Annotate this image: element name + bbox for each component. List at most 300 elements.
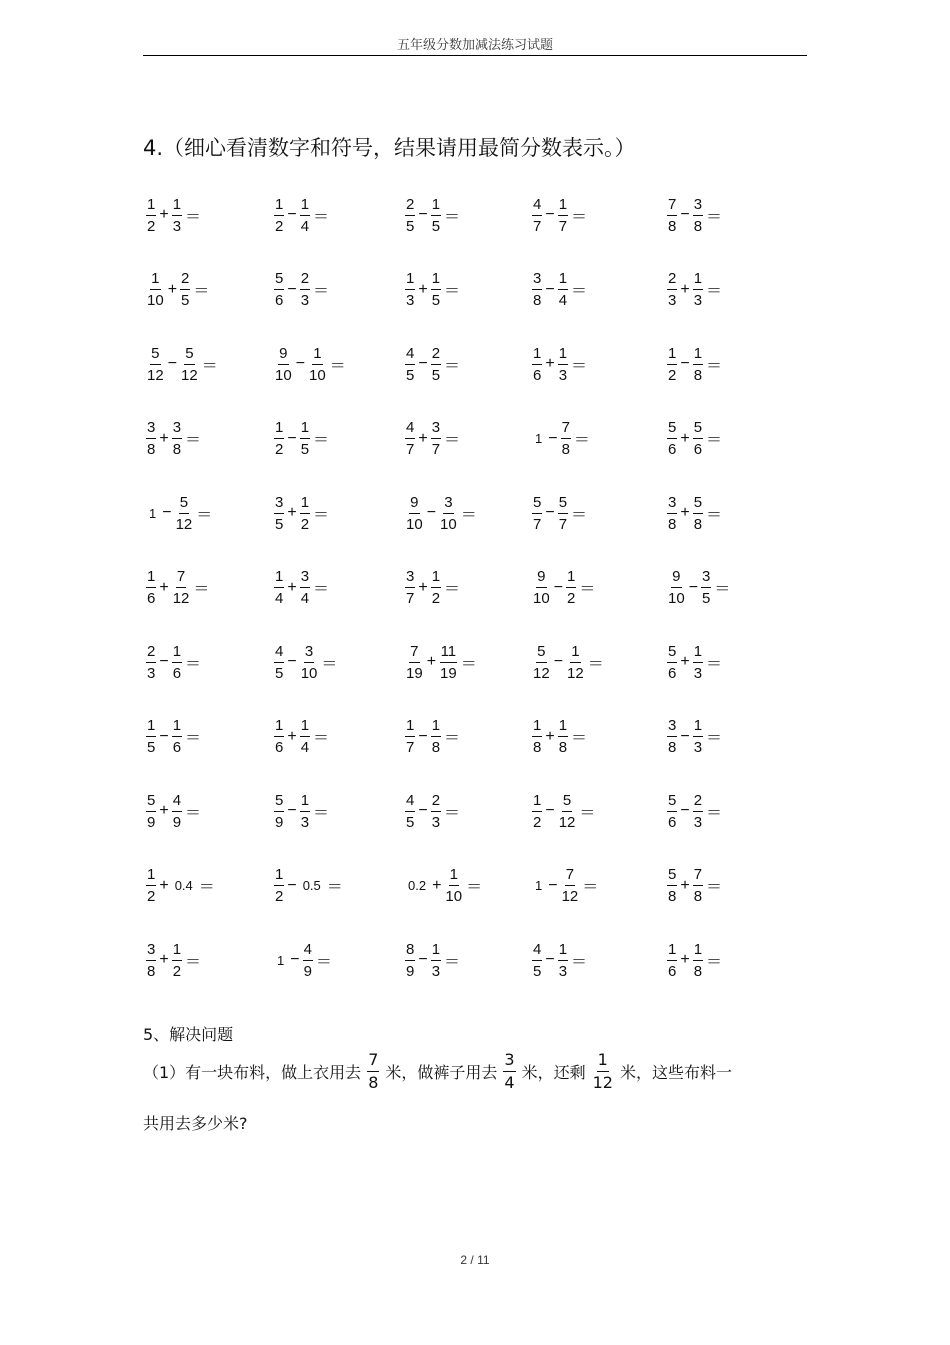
- fraction-left: [146, 271, 165, 308]
- fraction-right-numerator: 1: [693, 644, 703, 663]
- problem: [146, 265, 209, 315]
- fraction-left: [405, 197, 415, 234]
- equals-sign: ＝: [571, 730, 588, 747]
- fraction-right-denominator: 8: [431, 739, 441, 756]
- fraction-right-denominator: 8: [693, 888, 703, 905]
- fraction-left-numerator: 1: [274, 718, 284, 737]
- fraction-left-denominator: 5: [406, 217, 415, 235]
- fraction-right-denominator: 12: [567, 664, 584, 682]
- fraction-left-numerator: 4: [532, 197, 542, 216]
- fraction-right-denominator: 8: [693, 217, 703, 235]
- equals-sign: ＝: [706, 879, 723, 896]
- fraction-right: [172, 793, 182, 830]
- fraction-left-denominator: 8: [533, 739, 542, 756]
- operator: +: [287, 578, 297, 596]
- fraction-right-denominator: 8: [172, 441, 182, 458]
- fraction-left-denominator: 7: [533, 515, 542, 533]
- fraction-right-denominator: 5: [300, 441, 310, 458]
- fraction-left-denominator: 10: [275, 366, 292, 384]
- fraction-right-numerator: 1: [172, 197, 182, 216]
- fraction-right-denominator: 3: [693, 739, 703, 756]
- problem: [405, 712, 460, 762]
- operator: +: [418, 280, 428, 298]
- fraction-left: [405, 420, 415, 457]
- fraction-right-denominator: 9: [172, 813, 182, 831]
- operator: −: [162, 504, 172, 521]
- fraction-right-denominator: 7: [431, 441, 441, 458]
- fraction-left-numerator: 1: [146, 867, 156, 886]
- fraction-left: [532, 942, 542, 979]
- fraction-left-denominator: 2: [147, 888, 156, 905]
- fraction-right-numerator: 5: [184, 346, 194, 365]
- fraction-right: [300, 420, 310, 457]
- fraction-left-numerator: 4: [405, 793, 415, 812]
- equals-sign: ＝: [185, 730, 202, 747]
- fraction-right-denominator: 3: [693, 813, 703, 831]
- fraction-left-denominator: 2: [147, 217, 156, 235]
- operator: −: [418, 951, 428, 968]
- fraction-right-numerator: 1: [558, 942, 568, 961]
- fraction-right-numerator: 2: [431, 346, 441, 365]
- fraction-left-denominator: 6: [668, 664, 677, 682]
- problem: [405, 339, 460, 389]
- fraction-left-denominator: 10: [147, 292, 164, 309]
- fraction-left: [405, 942, 415, 979]
- q1-fraction-2: [503, 1052, 515, 1091]
- whole-number: 1: [277, 952, 285, 968]
- equals-sign: ＝: [706, 730, 723, 747]
- problem: [667, 339, 722, 389]
- fraction-left-numerator: 5: [667, 420, 677, 439]
- fraction-right-numerator: 1: [449, 867, 459, 886]
- fraction-right: [308, 346, 327, 383]
- operator: −: [680, 802, 690, 819]
- fraction-right: [172, 420, 182, 457]
- fraction-left-denominator: 5: [275, 515, 284, 533]
- fraction-right: [558, 346, 568, 383]
- equals-sign: ＝: [460, 655, 477, 673]
- fraction-right-numerator: 1: [300, 197, 310, 216]
- fraction-left-numerator: 4: [532, 942, 542, 961]
- fraction-left-numerator: 5: [667, 793, 677, 812]
- fraction-left: [405, 346, 415, 383]
- fraction-left-denominator: 4: [275, 590, 284, 607]
- fraction-right-numerator: 5: [693, 420, 703, 439]
- fraction-left: [667, 569, 686, 606]
- fraction-right-numerator: 5: [558, 495, 568, 514]
- operator: +: [418, 429, 428, 447]
- problem: [274, 563, 329, 613]
- fraction-left-denominator: 10: [668, 590, 685, 607]
- equals-sign: ＝: [706, 506, 723, 524]
- fraction-right: [566, 644, 585, 681]
- fraction-right-numerator: 1: [431, 197, 441, 216]
- fraction-right-denominator: 9: [303, 962, 312, 980]
- operator: +: [159, 876, 169, 894]
- equals-sign: ＝: [706, 432, 723, 449]
- operator: −: [167, 355, 178, 372]
- fraction-right: [693, 942, 703, 979]
- fraction-left-numerator: 5: [150, 346, 160, 365]
- operator: −: [680, 206, 690, 223]
- fraction-right: [561, 420, 571, 457]
- problem: [274, 488, 329, 538]
- fraction-right: [300, 495, 310, 532]
- fraction-right: [303, 942, 313, 979]
- problem: [146, 786, 201, 836]
- operator: −: [545, 206, 555, 223]
- fraction-right-denominator: 3: [558, 962, 568, 980]
- fraction-left-numerator: 3: [667, 495, 677, 514]
- header-rule: [143, 55, 807, 56]
- fraction-right: [180, 346, 199, 383]
- problem: [146, 712, 201, 762]
- fraction-right: [693, 867, 703, 904]
- operator: −: [287, 653, 297, 670]
- fraction-left-denominator: 10: [406, 515, 423, 533]
- problem: [146, 339, 218, 389]
- fraction-left: [405, 271, 415, 308]
- fraction-right-denominator: 2: [567, 590, 576, 607]
- fraction-right: [300, 718, 310, 755]
- fraction-right-numerator: 1: [172, 644, 182, 663]
- fraction-left: [667, 644, 677, 681]
- fraction-right-numerator: 5: [693, 495, 703, 514]
- equals-sign: ＝: [185, 432, 202, 449]
- fraction-left: [274, 495, 284, 532]
- problem: [667, 265, 722, 315]
- fraction-left-denominator: 6: [668, 813, 677, 831]
- operator: −: [287, 280, 297, 298]
- fraction-left-denominator: 9: [406, 962, 415, 980]
- equals-sign: ＝: [587, 655, 604, 673]
- equals-sign: ＝: [185, 953, 202, 971]
- equals-sign: ＝: [444, 581, 461, 598]
- fraction-left: [274, 569, 284, 606]
- fraction-left-numerator: 1: [146, 718, 156, 737]
- equals-sign: ＝: [571, 283, 588, 300]
- fraction-right-numerator: 1: [172, 942, 182, 961]
- fraction-left-denominator: 8: [668, 888, 677, 905]
- equals-sign: ＝: [444, 804, 461, 822]
- equals-sign: ＝: [706, 283, 723, 300]
- fraction-right: [175, 495, 194, 532]
- equals-sign: ＝: [571, 357, 588, 375]
- fraction-right-numerator: 5: [562, 793, 572, 812]
- problem: [532, 265, 587, 315]
- fraction-right-denominator: 8: [693, 515, 703, 533]
- problem: [274, 861, 343, 911]
- equals-sign: ＝: [313, 283, 330, 300]
- problem: [274, 339, 346, 389]
- fraction-left-numerator: 1: [532, 346, 542, 365]
- q1-part1: （1）有一块布料，做上衣用去: [143, 1063, 362, 1082]
- fraction-right-numerator: 4: [172, 793, 182, 812]
- fraction-right-numerator: 1: [693, 346, 703, 365]
- whole-number: 1: [149, 505, 157, 521]
- operator: +: [159, 578, 169, 596]
- fraction-left-denominator: 3: [668, 292, 677, 309]
- equals-sign: ＝: [326, 879, 343, 896]
- fraction-right-numerator: 1: [693, 942, 703, 961]
- operator: −: [553, 578, 564, 596]
- fraction-right-denominator: 7: [558, 217, 568, 235]
- fraction-left: [146, 793, 156, 830]
- fraction-right-numerator: 1: [431, 569, 441, 588]
- equals-sign: ＝: [444, 283, 461, 300]
- fraction-left: [667, 793, 677, 830]
- equals-sign: ＝: [706, 655, 723, 673]
- equals-sign: ＝: [573, 432, 590, 449]
- operator: −: [545, 504, 555, 521]
- fraction-right-denominator: 5: [431, 217, 441, 235]
- equals-sign: ＝: [185, 655, 202, 673]
- equals-sign: ＝: [313, 804, 330, 822]
- fraction-right-numerator: 1: [431, 942, 441, 961]
- fraction-left-numerator: 1: [274, 197, 284, 216]
- problem: [405, 563, 460, 613]
- equals-sign: ＝: [313, 581, 330, 598]
- fraction-left-numerator: 4: [274, 644, 284, 663]
- fraction-right-denominator: 3: [172, 217, 182, 235]
- equals-sign: ＝: [706, 357, 723, 375]
- fraction-left: [667, 867, 677, 904]
- fraction-left-numerator: 1: [274, 867, 284, 886]
- fraction-right-numerator: 3: [701, 569, 711, 588]
- operator: −: [545, 802, 555, 819]
- fraction-right-numerator: 1: [558, 197, 568, 216]
- fraction-left-denominator: 6: [533, 366, 542, 384]
- problem: [532, 935, 587, 985]
- problem: [532, 339, 587, 389]
- q1-fraction-1: [367, 1052, 379, 1091]
- fraction-left-denominator: 19: [406, 664, 423, 682]
- fraction-left-denominator: 8: [668, 217, 677, 235]
- fraction-left-numerator: 5: [667, 644, 677, 663]
- q1-part3: 米，还剩: [521, 1063, 586, 1082]
- fraction-right-numerator: 1: [300, 420, 310, 439]
- fraction-left: [146, 718, 156, 755]
- fraction-left-denominator: 2: [533, 813, 542, 831]
- fraction-right: [431, 793, 441, 830]
- equals-sign: ＝: [185, 804, 202, 822]
- fraction-left-denominator: 8: [533, 292, 542, 309]
- fraction-left-denominator: 9: [275, 813, 284, 831]
- q1-f1-num: 7: [367, 1052, 379, 1072]
- fraction-left-denominator: 7: [406, 441, 415, 458]
- fraction-right-denominator: 2: [431, 590, 441, 607]
- problem: [667, 563, 730, 613]
- operator: +: [426, 653, 437, 670]
- fraction-left: [146, 346, 165, 383]
- fraction-right: [439, 644, 458, 681]
- equals-sign: ＝: [444, 432, 461, 449]
- fraction-right: [693, 271, 703, 308]
- fraction-left: [532, 346, 542, 383]
- problem: [667, 712, 722, 762]
- whole-number: 1: [535, 431, 543, 446]
- fraction-right-numerator: 2: [431, 793, 441, 812]
- question-1-line: [143, 1052, 813, 1091]
- fraction-left-numerator: 1: [146, 197, 156, 216]
- problem: [667, 935, 722, 985]
- fraction-left-numerator: 9: [671, 569, 681, 588]
- fraction-right-denominator: 4: [300, 217, 310, 235]
- problem: [532, 414, 590, 464]
- equals-sign: ＝: [582, 879, 599, 896]
- fraction-right-denominator: 4: [558, 292, 568, 309]
- q1-f3-num: 1: [597, 1052, 609, 1072]
- fraction-right-numerator: 1: [172, 718, 182, 737]
- fraction-right: [693, 718, 703, 755]
- operator: −: [553, 653, 564, 670]
- page-number: 2 / 11: [460, 1253, 490, 1267]
- fraction-left-numerator: 3: [146, 420, 156, 439]
- fraction-right-denominator: 6: [172, 664, 182, 682]
- fraction-right: [444, 867, 463, 904]
- whole-number: 1: [535, 878, 543, 893]
- q1-f2-den: 4: [504, 1073, 515, 1092]
- operator: −: [418, 802, 428, 819]
- problem: [532, 637, 604, 687]
- fraction-right-denominator: 5: [431, 366, 441, 384]
- fraction-left: [146, 197, 156, 234]
- operator: −: [548, 429, 558, 447]
- fraction-left: [405, 495, 424, 532]
- fraction-left-denominator: 12: [533, 664, 550, 682]
- question-1-line-2: 共用去多少米?: [143, 1114, 248, 1133]
- fraction-right-numerator: 1: [300, 793, 310, 812]
- fraction-right-denominator: 12: [175, 515, 193, 533]
- fraction-left: [274, 793, 284, 830]
- operator: +: [680, 280, 690, 298]
- equals-sign: ＝: [329, 357, 346, 375]
- fraction-right-denominator: 3: [300, 813, 310, 831]
- fraction-left-numerator: 5: [532, 495, 542, 514]
- fraction-left-numerator: 2: [667, 271, 677, 290]
- fraction-right: [431, 569, 441, 606]
- fraction-right-denominator: 3: [431, 962, 441, 980]
- fraction-left: [405, 644, 424, 681]
- equals-sign: ＝: [714, 581, 731, 598]
- decimal-number: 0.4: [174, 878, 193, 893]
- fraction-right-denominator: 3: [558, 366, 568, 384]
- fraction-left-numerator: 3: [274, 495, 284, 514]
- fraction-right: [558, 197, 568, 234]
- fraction-left: [274, 644, 284, 681]
- equals-sign: ＝: [579, 581, 596, 598]
- equals-sign: ＝: [706, 953, 723, 971]
- problem: [667, 190, 722, 240]
- fraction-left-denominator: 8: [147, 962, 156, 980]
- fraction-left-numerator: 1: [405, 718, 415, 737]
- fraction-right-denominator: 8: [693, 366, 703, 384]
- operator: −: [287, 206, 297, 223]
- fraction-left: [532, 271, 542, 308]
- fraction-right-numerator: 1: [693, 271, 703, 290]
- fraction-right-denominator: 6: [172, 739, 182, 756]
- problem: [274, 712, 329, 762]
- equals-sign: ＝: [193, 581, 210, 598]
- fraction-right-denominator: 4: [300, 739, 310, 756]
- problem: [667, 637, 722, 687]
- equals-sign: ＝: [313, 208, 330, 226]
- fraction-right-numerator: 1: [558, 718, 568, 737]
- fraction-right-numerator: 1: [300, 495, 310, 514]
- q1-f2-num: 3: [503, 1052, 515, 1072]
- fraction-right-numerator: 11: [440, 644, 458, 663]
- solve-title: 5、解决问题: [143, 1025, 234, 1044]
- fraction-right-denominator: 5: [431, 292, 441, 309]
- fraction-left: [274, 420, 284, 457]
- fraction-right-denominator: 4: [300, 590, 310, 607]
- fraction-left-denominator: 3: [406, 292, 415, 309]
- problem: [274, 265, 329, 315]
- problem: [667, 861, 722, 911]
- fraction-right: [439, 495, 458, 532]
- fraction-right-denominator: 3: [693, 292, 703, 309]
- fraction-left-numerator: 1: [532, 718, 542, 737]
- fraction-right-denominator: 19: [440, 664, 457, 682]
- problem: [274, 190, 329, 240]
- operator: +: [545, 727, 555, 745]
- operator: +: [287, 504, 297, 521]
- fraction-right-numerator: 1: [431, 718, 441, 737]
- problem: [405, 637, 477, 687]
- fraction-right: [558, 942, 568, 979]
- equals-sign: ＝: [201, 357, 218, 375]
- fraction-right-numerator: 3: [172, 420, 182, 439]
- fraction-right-numerator: 3: [300, 569, 310, 588]
- fraction-right: [558, 495, 568, 532]
- operator: +: [167, 280, 178, 298]
- operator: −: [287, 802, 297, 819]
- fraction-right-denominator: 10: [309, 366, 326, 384]
- operator: −: [418, 355, 428, 372]
- fraction-right-denominator: 8: [693, 962, 703, 980]
- problem: [667, 488, 722, 538]
- fraction-left: [405, 569, 415, 606]
- fraction-left-numerator: 5: [536, 644, 546, 663]
- problem: [405, 488, 477, 538]
- fraction-left-denominator: 5: [406, 813, 415, 831]
- fraction-left-denominator: 3: [147, 664, 156, 682]
- problem: [532, 488, 587, 538]
- fraction-left-numerator: 2: [405, 197, 415, 216]
- problem: [146, 935, 201, 985]
- fraction-right: [300, 197, 310, 234]
- operator: −: [545, 951, 555, 968]
- fraction-left: [274, 867, 284, 904]
- fraction-right-numerator: 1: [300, 718, 310, 737]
- fraction-right: [701, 569, 711, 606]
- operator: +: [680, 504, 690, 521]
- fraction-right: [180, 271, 190, 308]
- fraction-left: [667, 420, 677, 457]
- problem: [146, 563, 209, 613]
- equals-sign: ＝: [571, 208, 588, 226]
- fraction-left-denominator: 2: [668, 366, 677, 384]
- fraction-left-numerator: 2: [146, 644, 156, 663]
- fraction-right: [693, 197, 703, 234]
- operator: +: [159, 951, 169, 968]
- fraction-right-denominator: 5: [702, 590, 711, 607]
- fraction-right: [300, 569, 310, 606]
- fraction-left-denominator: 9: [147, 813, 156, 831]
- fraction-right-numerator: 2: [300, 271, 310, 290]
- fraction-left: [146, 420, 156, 457]
- operator: −: [418, 727, 428, 745]
